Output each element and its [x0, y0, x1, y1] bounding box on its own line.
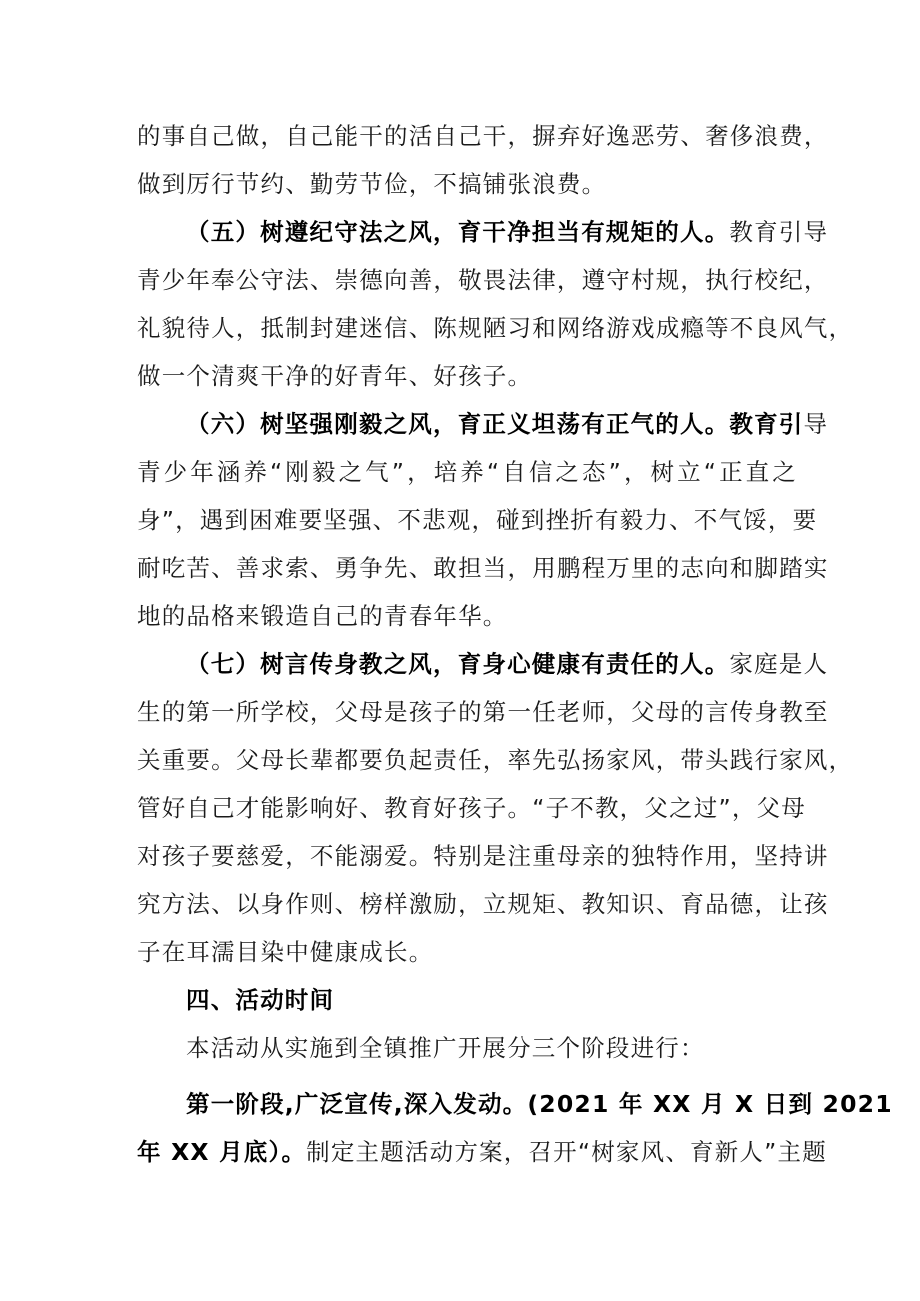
text-line: 子在耳濡目染中健康成长。	[137, 938, 434, 966]
phase-one-heading-line: 第一阶段,广泛宣传,深入发动。(2021 年 XX 月 X 日到 2021	[186, 1090, 893, 1118]
text-line: 耐吃苦、善求索、勇争先、敢担当，用鹏程万里的志向和脚踏实	[137, 554, 829, 582]
text-line: 地的品格来锻造自己的青春年华。	[137, 602, 508, 630]
text-line: 身”，遇到困难要坚强、不悲观，碰到挫折有毅力、不气馁，要	[137, 506, 818, 534]
text-line: 青少年奉公守法、崇德向善，敬畏法律，遵守村规，执行校纪，	[137, 266, 829, 294]
text-line: 做到厉行节约、勤劳节俭，不搞铺张浪费。	[137, 170, 607, 198]
text-line: 对孩子要慈爱，不能溺爱。特别是注重母亲的独特作用，坚持讲	[137, 842, 829, 870]
text-line: 做一个清爽干净的好青年、好孩子。	[137, 362, 533, 390]
text-line: 青少年涵养“刚毅之气”，培养“自信之态”，树立“正直之	[137, 458, 797, 486]
text-line: 的事自己做，自己能干的活自己干，摒弃好逸恶劳、奢侈浪费，	[137, 122, 829, 150]
section-seven-heading-line: （七）树言传身教之风，育身心健康有责任的人。家庭是人	[186, 650, 829, 678]
section-five-heading-line: （五）树遵纪守法之风，育干净担当有规矩的人。教育引导	[186, 218, 829, 246]
text-line: 礼貌待人，抵制封建迷信、陈规陋习和网络游戏成瘾等不良风气，	[137, 314, 854, 342]
section-six-heading-line: （六）树坚强刚毅之风，育正义坦荡有正气的人。教育引导	[186, 410, 829, 438]
text-line: 究方法、以身作则、榜样激励，立规矩、教知识、育品德，让孩	[137, 890, 829, 918]
text-line: 年 XX 月底）。制定主题活动方案，召开“树家风、育新人”主题	[137, 1138, 827, 1166]
text-line: 关重要。父母长辈都要负起责任，率先弘扬家风，带头践行家风，	[137, 746, 854, 774]
section-heading-activity-time: 四、活动时间	[186, 986, 335, 1014]
text-line: 本活动从实施到全镇推广开展分三个阶段进行：	[186, 1034, 705, 1062]
text-line: 管好自己才能影响好、教育好孩子。“子不教，父之过”，父母	[137, 794, 806, 822]
text-line: 生的第一所学校，父母是孩子的第一任老师，父母的言传身教至	[137, 698, 829, 726]
